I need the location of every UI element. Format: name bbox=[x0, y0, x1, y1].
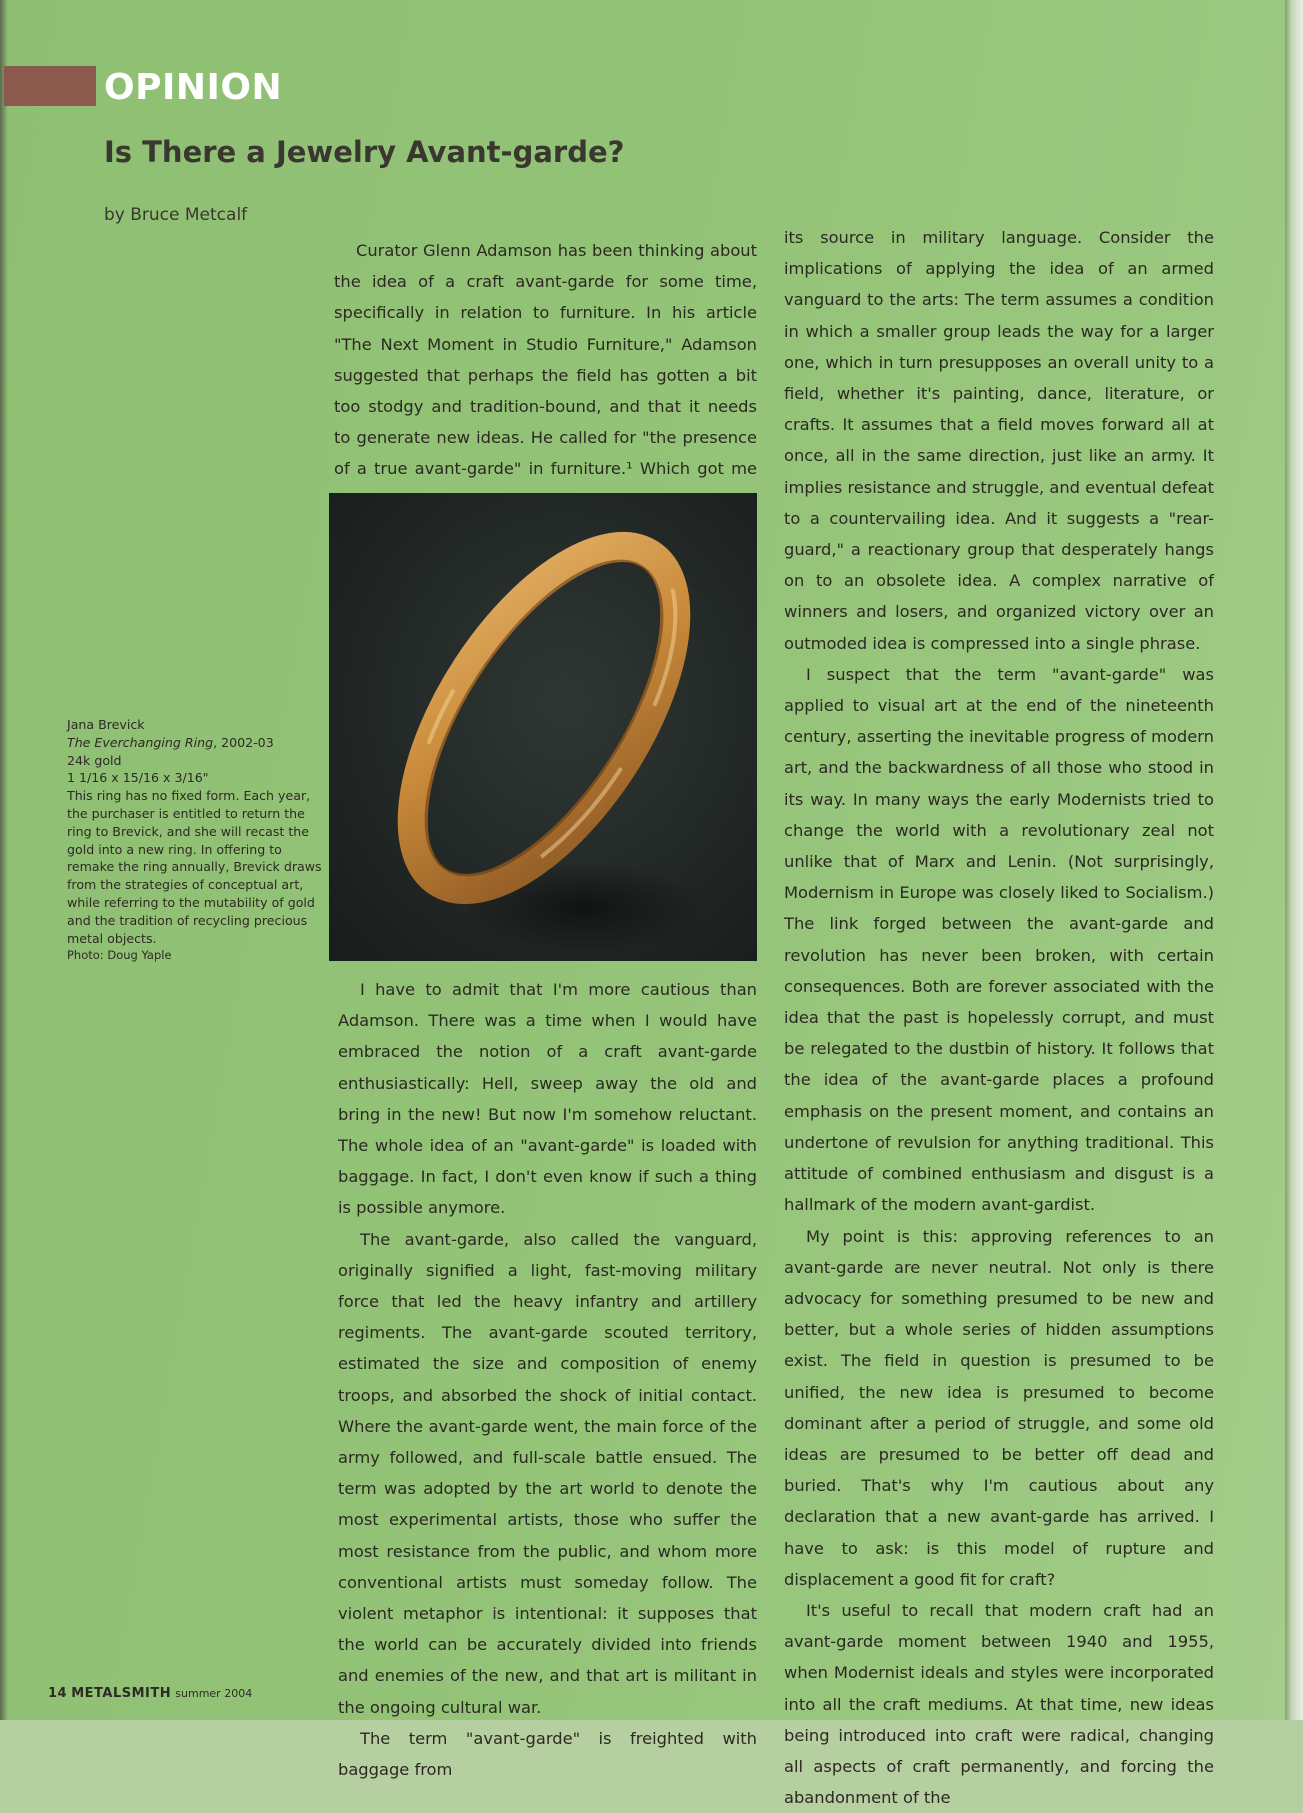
article-headline: Is There a Jewelry Avant-garde? bbox=[104, 135, 625, 169]
paragraph: The term "avant-garde" is freighted with baggage from bbox=[338, 1728, 757, 1780]
column-2 bbox=[784, 222, 1214, 1813]
section-kicker: OPINION bbox=[104, 67, 283, 108]
section-color-bar bbox=[4, 66, 96, 106]
folio-page-number: 14 bbox=[48, 1686, 68, 1701]
paragraph-continuation: its source in military language. Consider the implications of applying the idea of an armed vanguard to the arts: The term assumes a condition in which a smaller group leads the way for a larger one, which in turn presupposes an overall unity to a field, whether it's painting, dance, literature, or crafts. It assumes that a field moves forward all at once, all in the same direction, just like an army. It implies resistance and struggle, and eventual defeat to a countervailing idea. And it suggests a "rear-guard," a reactionary group that desperately hangs on to an obsolete idea. A complex narrative of winners and losers, and organized victory over an outmoded idea is compressed into a single phrase. bbox=[784, 228, 1214, 653]
gold-ring-image bbox=[329, 493, 757, 961]
paragraph: My point is this: approving references to an avant-garde are never neutral. Not only is there advocacy for something presumed to be new and better, but a whole series of hidden assumptions exist. The field in question is presumed to be unified, the new idea is presumed to become dominant after a period of struggle, and some old ideas are presumed to be better off dead and buried. That's why I'm cautious about any declaration that a new avant-garde has arrived. I have to ask: is this model of rupture and displacement a good fit for craft? bbox=[784, 1226, 1214, 1589]
folio-magazine: METALSMITH bbox=[71, 1686, 172, 1701]
paragraph: I suspect that the term "avant-garde" was applied to visual art at the end of the nineteenth century, asserting the inevitable progress of modern art, and the backwardness of all those who stood in its way. In many ways the early Modernists tried to change the world with a revolutionary zeal not unlike that of Marx and Lenin. (Not surprisingly, Modernism in Europe was closely liked to Socialism.) The link forged between the avant-garde and revolution has never been broken, with certain consequences. Both are forever associated with the idea that the past is hopelessly corrupt, and must be relegated to the dustbin of history. It follows that the idea of the avant-garde places a profound emphasis on the present moment, and contains an undertone of revulsion for anything traditional. This attitude of combined enthusiasm and disgust is a hallmark of the modern avant-gardist. bbox=[784, 664, 1214, 1215]
paragraph: I have to admit that I'm more cautious than Adamson. There was a time when I would have embraced the notion of a craft avant-garde enthusiastically: Hell, sweep away the old and bring in the new! But now I'm somehow reluctant. The whole idea of an "avant-garde" is loaded with baggage. In fact, I don't even know if such a thing is possible anymore. bbox=[338, 980, 757, 1218]
column-1-top bbox=[334, 235, 757, 516]
caption-dimensions: 1 1/16 x 15/16 x 3/16" bbox=[67, 770, 209, 786]
caption-material: 24k gold bbox=[67, 752, 122, 768]
paragraph: Curator Glenn Adamson has been thinking about the idea of a craft avant-garde for some time, specifically in relation to furniture. In his article "The Next Moment in Studio Furniture," Adamson suggested that perhaps the field has gotten a bit too stodgy and tradition-bound, and that it needs to generate new ideas. He called for "the presence of a true avant-garde" in furniture.¹ Which got me bbox=[334, 241, 757, 479]
ring-photo bbox=[329, 493, 757, 961]
paragraph: It's useful to recall that modern craft had an avant-garde moment between 1940 and 1955, when Modernist ideals and styles were incorporated into all the craft mediums. At that time, new ideas being introduced into craft were radical, changing all aspects of craft permanently, and forcing the abandonment of the bbox=[784, 1600, 1214, 1808]
page-left-edge bbox=[0, 0, 8, 1720]
caption-title: The Everchanging Ring bbox=[67, 734, 214, 750]
page-folio bbox=[48, 1686, 252, 1701]
caption-artist: Jana Brevick bbox=[67, 717, 145, 732]
column-1-bottom bbox=[338, 974, 757, 1785]
caption-text: This ring has no fixed form. Each year, the purchaser is entitled to return the ring to Brevick, and she will recast the gold into a new ring. In offering to remake the ring annually, Brevick draws from the strategies of conceptual art, while referring to the mutability of gold and the tradition of recycling precious metal objects. bbox=[67, 788, 322, 946]
paragraph: The avant-garde, also called the vanguard, originally signified a light, fast-moving military force that led the heavy infantry and artillery regiments. The avant-garde scouted territory, estimated the size and composition of enemy troops, and absorbed the shock of initial contact. Where the avant-garde went, the main force of the army followed, and full-scale battle ensued. The term was adopted by the art world to denote the most experimental artists, those who suffer the most resistance from the public, and whom more conventional artists must someday follow. The violent metaphor is intentional: it supposes that the world can be accurately divided into friends and enemies of the new, and that art is militant in the ongoing cultural war. bbox=[338, 1229, 757, 1717]
caption-credit: Photo: Doug Yaple bbox=[67, 948, 172, 963]
photo-caption bbox=[67, 716, 332, 965]
caption-title-line bbox=[67, 734, 332, 752]
page-right-edge bbox=[1285, 0, 1303, 1720]
caption-date: , 2002-03 bbox=[213, 734, 274, 750]
byline: by Bruce Metcalf bbox=[104, 205, 248, 225]
folio-issue: summer 2004 bbox=[175, 1687, 253, 1700]
